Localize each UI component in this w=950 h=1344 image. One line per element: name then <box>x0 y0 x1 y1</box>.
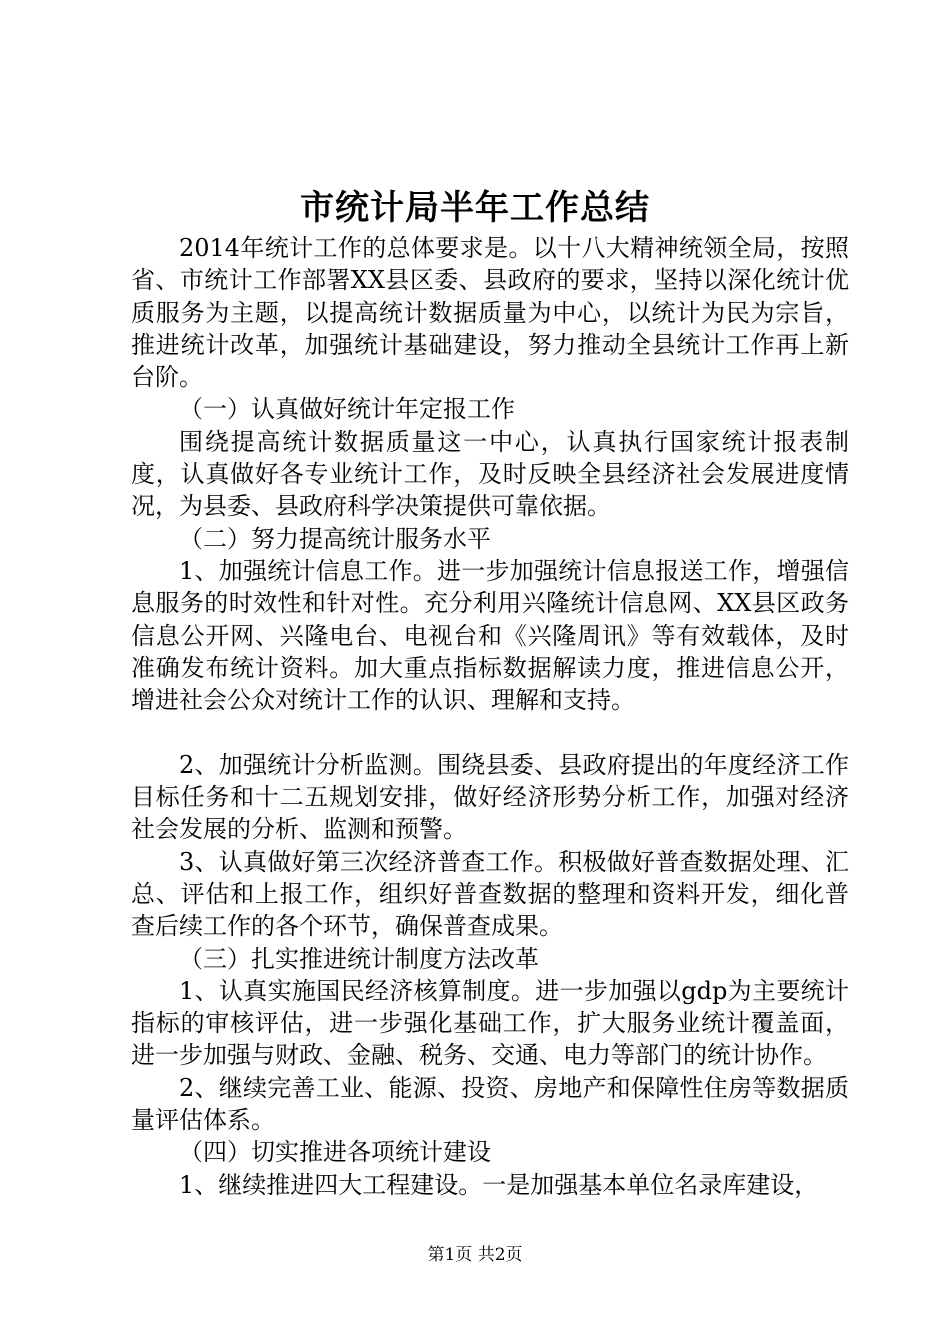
page-footer: 第1页 共2页 <box>427 1245 523 1265</box>
paragraph: 围绕提高统计数据质量这一中心，认真执行国家统计报表制度，认真做好各专业统计工作，及时反映全县经济社会发展进度情况，为县委、县政府科学决策提供可靠依据。 <box>131 427 849 521</box>
paragraph: 1、继续推进四大工程建设。一是加强基本单位名录库建设， <box>179 1170 819 1199</box>
paragraph: 2、继续完善工业、能源、投资、房地产和保障性住房等数据质量评估体系。 <box>131 1073 849 1135</box>
section-heading-1: （一）认真做好统计年定报工作 <box>179 395 515 424</box>
paragraph: 3、认真做好第三次经济普查工作。积极做好普查数据处理、汇总、评估和上报工作，组织好普查数据的整理和资料开发，细化普查后续工作的各个环节，确保普查成果。 <box>131 847 849 941</box>
paragraph: 1、认真实施国民经济核算制度。进一步加强以gdp为主要统计指标的审核评估，进一步强化基础工作，扩大服务业统计覆盖面，进一步加强与财政、金融、税务、交通、电力等部门的统计协作。 <box>131 976 849 1070</box>
section-heading-2: （二）努力提高统计服务水平 <box>179 524 491 553</box>
section-heading-4: （四）切实推进各项统计建设 <box>179 1138 491 1167</box>
paragraph: 2、加强统计分析监测。围绕县委、县政府提出的年度经济工作目标任务和十二五规划安排，做好经济形势分析工作，加强对经济社会发展的分析、监测和预警。 <box>131 750 849 844</box>
paragraph-intro: 2014年统计工作的总体要求是。以十八大精神统领全局，按照省、市统计工作部署XX县区委、县政府的要求，坚持以深化统计优质服务为主题，以提高统计数据质量为中心，以统计为民为宗旨，推进统计改革，加强统计基础建设，努力推动全县统计工作再上新台阶。 <box>131 234 849 392</box>
paragraph: 1、加强统计信息工作。进一步加强统计信息报送工作，增强信息服务的时效性和针对性。充分利用兴隆统计信息网、XX县区政务信息公开网、兴隆电台、电视台和《兴隆周讯》等有效载体，及时准确发布统计资料。加大重点指标数据解读力度，推进信息公开，增进社会公众对统计工作的认识、理解和支持。 <box>131 556 849 715</box>
blank-line <box>131 716 849 748</box>
document-title: 市统计局半年工作总结 <box>300 188 650 228</box>
section-heading-3: （三）扎实推进统计制度方法改革 <box>179 944 539 973</box>
document-body <box>131 232 849 1201</box>
